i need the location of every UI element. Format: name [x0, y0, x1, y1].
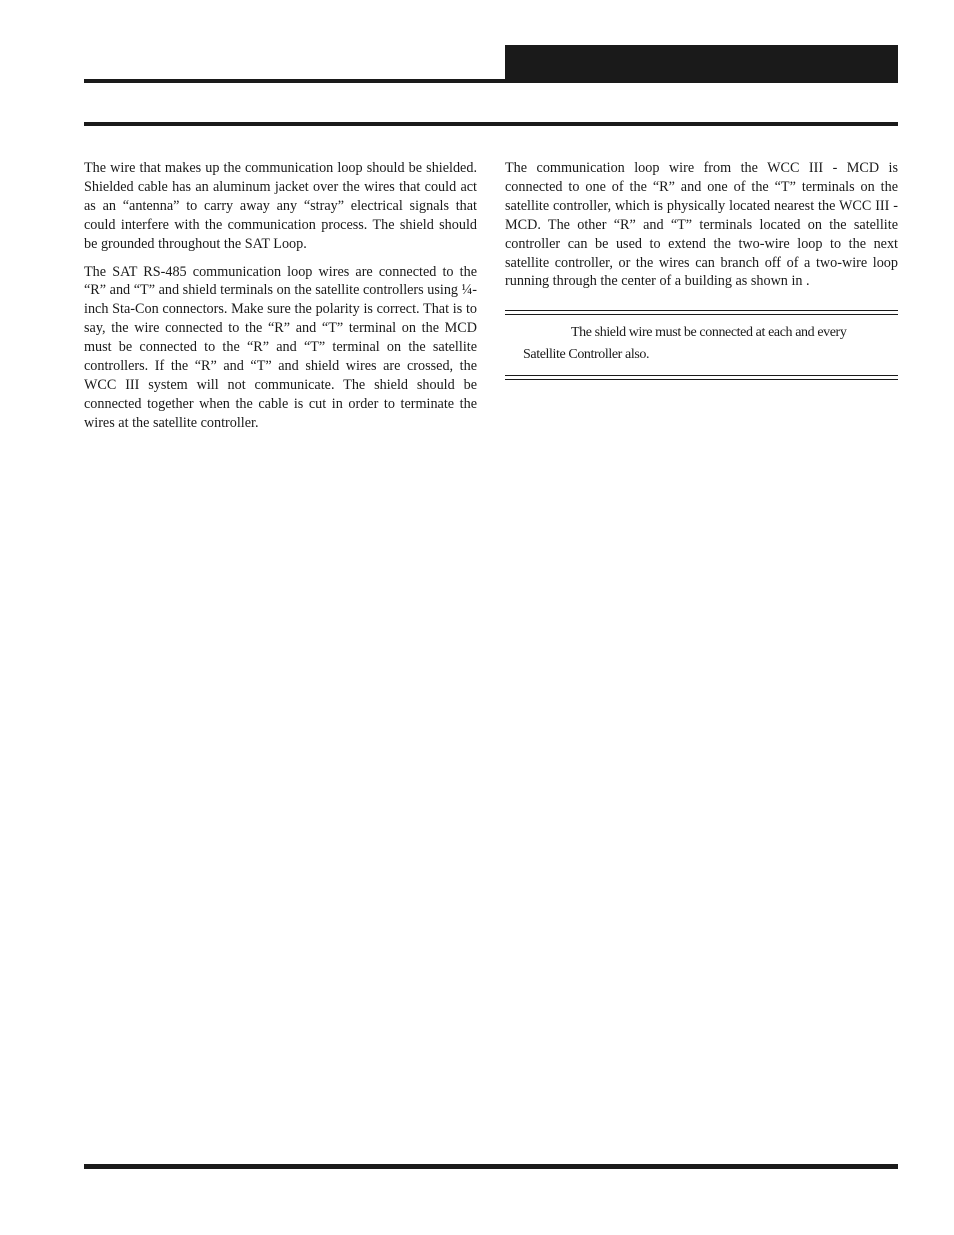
section-rule — [84, 122, 898, 126]
note-rule-bottom-inner — [505, 375, 898, 376]
footer-rule — [84, 1164, 898, 1169]
note-rule-top — [505, 310, 898, 311]
note-body: The shield wire must be connected at each and every Satellite Controller also. — [523, 325, 847, 362]
paragraph-shielded-wire: The wire that makes up the communication loop should be shielded. Shielded cable has an aluminum jacket over the wires that could act as an “antenna” to carry away any “stray” electrical signals that could interfere with the communication process. The shield should be grounded throughout the SAT Loop. — [84, 160, 477, 252]
left-column — [84, 159, 477, 442]
paragraph-loop-wire: The communication loop wire from the WCC III - MCD is connected to one of the “R” and one of the “T” terminals on the satellite controller, which is physically located nearest the WCC III - MCD. The other “R” and “T” terminals located on the satellite controller can be used to extend the two-wire loop to the next satellite controller, or the wires can branch off of a two-wire loop running through the center of a building as shown in . — [505, 160, 898, 290]
note-rule-top-inner — [505, 314, 898, 315]
header-rule — [84, 79, 898, 83]
note-rule-bottom — [505, 379, 898, 380]
note-box — [505, 310, 898, 380]
paragraph-rs485-connection: The SAT RS-485 communication loop wires are connected to the “R” and “T” and shield terminals on the satellite controllers using ¼-inch Sta-Con connectors. Make sure the polarity is correct. That is to say, the wire connected to the “R” and “T” terminal on the MCD must be connected to the “R” and “T” terminal on the satellite controllers. If the “R” and “T” and shield wires are crossed, the WCC III system will not communicate. The shield should be connected together when the cable is cut in order to terminate the wires at the satellite controller. — [84, 263, 477, 431]
note-text — [523, 322, 883, 366]
right-column — [505, 159, 898, 300]
header-tab — [505, 45, 898, 80]
